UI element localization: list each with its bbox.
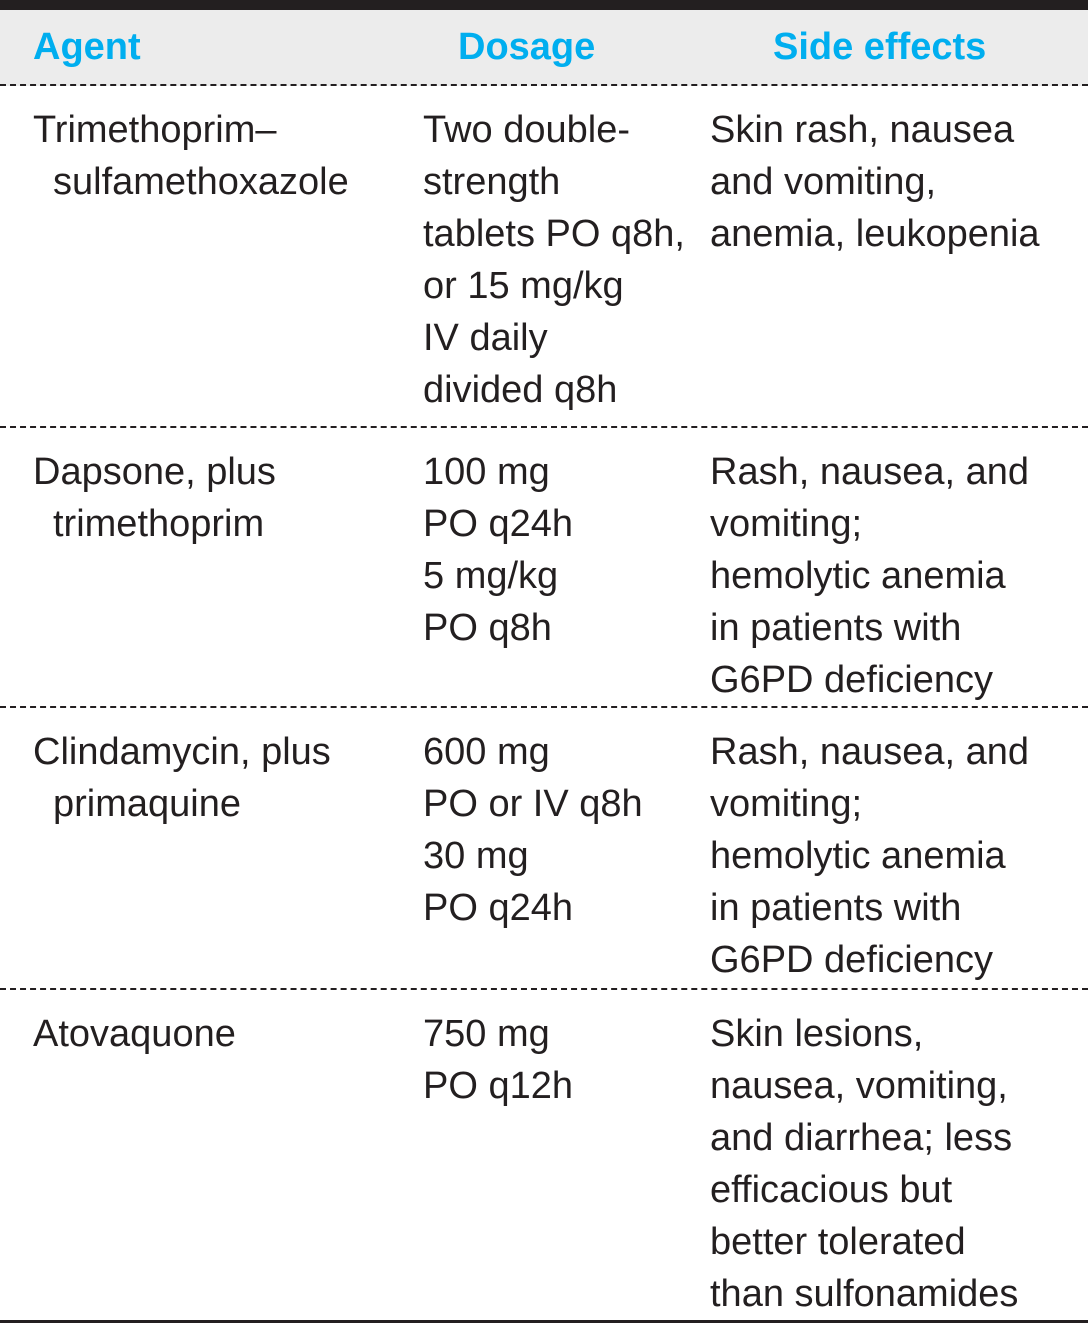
side-effects-line: G6PD deficiency	[710, 659, 994, 701]
side-effects-cell	[710, 726, 1029, 986]
dosage-cell	[423, 726, 643, 934]
agent-line: Clindamycin, plus	[33, 731, 331, 773]
dosage-line: strength	[423, 161, 561, 203]
side-effects-line: in patients with	[710, 607, 962, 649]
header-agent: Agent	[33, 26, 141, 68]
side-effects-line: better tolerated	[710, 1221, 966, 1263]
side-effects-line: G6PD deficiency	[710, 939, 994, 981]
dosage-line: or 15 mg/kg	[423, 265, 624, 307]
header-dosage: Dosage	[458, 26, 596, 68]
side-effects-line: hemolytic anemia	[710, 835, 1006, 877]
dosage-line: divided q8h	[423, 369, 618, 411]
agent-line: primaquine	[53, 783, 241, 825]
agent-line: Dapsone, plus	[33, 451, 276, 493]
agent-cell	[33, 446, 276, 550]
dosage-line: PO or IV q8h	[423, 783, 643, 825]
side-effects-line: Skin rash, nausea	[710, 109, 1015, 151]
dosage-line: 750 mg	[423, 1013, 550, 1055]
side-effects-line: hemolytic anemia	[710, 555, 1006, 597]
side-effects-cell	[710, 104, 1040, 260]
table-row-dapsone	[0, 428, 1088, 708]
side-effects-line: in patients with	[710, 887, 962, 929]
agent-line: trimethoprim	[53, 503, 265, 545]
side-effects-cell	[710, 1008, 1018, 1320]
side-effects-cell	[710, 446, 1029, 706]
agent-line: sulfamethoxazole	[53, 161, 349, 203]
table-row-trimethoprim-sulfamethoxazole	[0, 86, 1088, 428]
dosage-cell	[423, 446, 573, 654]
agent-line: Atovaquone	[33, 1013, 236, 1055]
side-effects-line: Rash, nausea, and	[710, 731, 1030, 773]
side-effects-line: and vomiting,	[710, 161, 937, 203]
side-effects-line: and diarrhea; less	[710, 1117, 1013, 1159]
dosage-line: IV daily	[423, 317, 548, 359]
table-row-clindamycin	[0, 708, 1088, 990]
dosage-line: 30 mg	[423, 835, 529, 877]
dosage-line: 600 mg	[423, 731, 550, 773]
side-effects-line: Rash, nausea, and	[710, 451, 1030, 493]
dosage-line: PO q12h	[423, 1065, 573, 1107]
dosage-line: PO q8h	[423, 607, 552, 649]
table-top-rule	[0, 0, 1088, 10]
dosage-cell	[423, 1008, 573, 1112]
table-row-atovaquone	[0, 990, 1088, 1323]
dosage-cell	[423, 104, 685, 416]
dosage-line: PO q24h	[423, 503, 573, 545]
dosage-line: 5 mg/kg	[423, 555, 559, 597]
agent-cell	[33, 726, 331, 830]
side-effects-line: vomiting;	[710, 783, 863, 825]
header-side-effects: Side effects	[773, 26, 987, 68]
dosage-line: 100 mg	[423, 451, 550, 493]
side-effects-line: nausea, vomiting,	[710, 1065, 1008, 1107]
agent-cell	[33, 104, 349, 208]
side-effects-line: vomiting;	[710, 503, 863, 545]
agent-cell	[33, 1008, 236, 1060]
dosage-line: tablets PO q8h,	[423, 213, 685, 255]
side-effects-line: Skin lesions,	[710, 1013, 924, 1055]
side-effects-line: than sulfonamides	[710, 1273, 1019, 1315]
side-effects-line: anemia, leukopenia	[710, 213, 1040, 255]
table-header-row	[0, 10, 1088, 86]
side-effects-line: efficacious but	[710, 1169, 953, 1211]
dosage-line: PO q24h	[423, 887, 573, 929]
dosage-line: Two double-	[423, 109, 631, 151]
agent-line: Trimethoprim–	[33, 109, 277, 151]
